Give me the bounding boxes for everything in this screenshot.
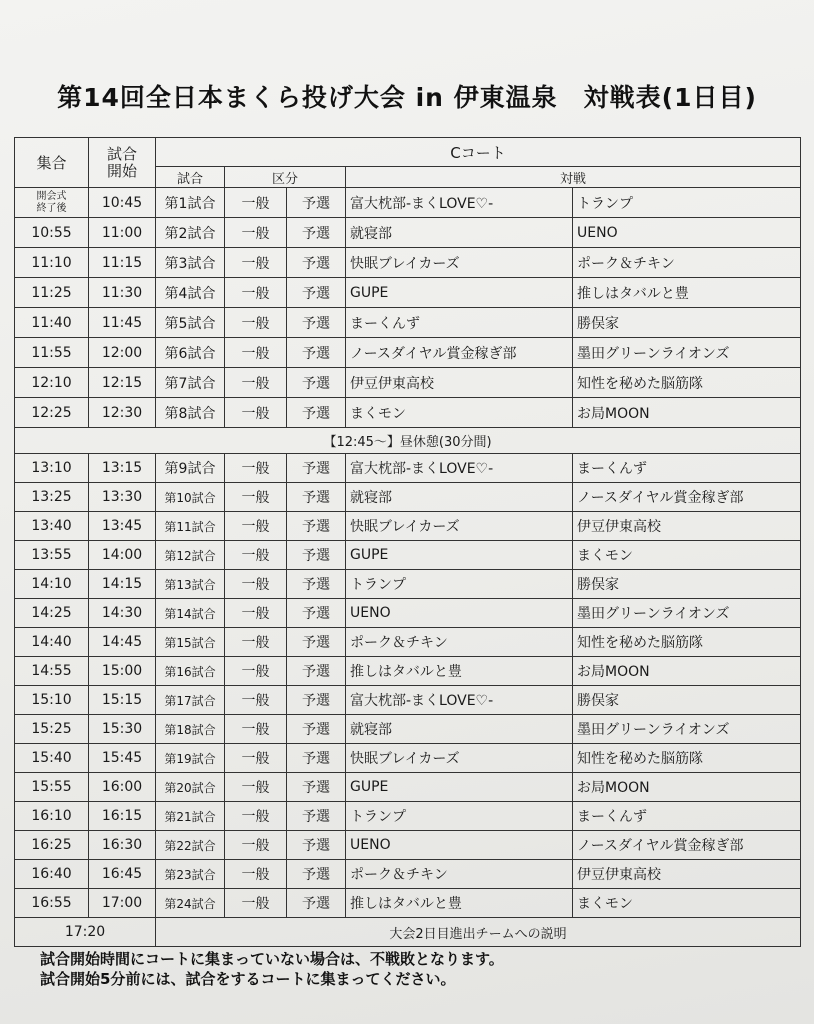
- match-number: 第1試合: [156, 188, 225, 218]
- team-two: 勝俣家: [573, 686, 801, 715]
- assembly-time: 11:25: [15, 278, 89, 308]
- assembly-time: 13:25: [15, 483, 89, 512]
- team-two: 伊豆伊東高校: [573, 512, 801, 541]
- team-one: 快眠ブレイカーズ: [346, 744, 573, 773]
- team-two: ノースダイヤル賞金稼ぎ部: [573, 831, 801, 860]
- category-class: 一般: [225, 628, 287, 657]
- team-two: 墨田グリーンライオンズ: [573, 338, 801, 368]
- round-type: 予選: [287, 657, 346, 686]
- team-one: GUPE: [346, 278, 573, 308]
- start-time: 13:30: [89, 483, 156, 512]
- team-one: 快眠ブレイカーズ: [346, 512, 573, 541]
- team-one: まくモン: [346, 398, 573, 428]
- match-number: 第4試合: [156, 278, 225, 308]
- assembly-time: 16:55: [15, 889, 89, 918]
- start-time: 15:30: [89, 715, 156, 744]
- lunch-break-label: 【12:45～】昼休憩(30分間): [15, 428, 801, 454]
- team-one: 推しはタバルと豊: [346, 889, 573, 918]
- round-type: 予選: [287, 338, 346, 368]
- table-row: [15, 715, 801, 744]
- team-two: 知性を秘めた脳筋隊: [573, 628, 801, 657]
- final-time: 17:20: [15, 918, 156, 947]
- team-two: 知性を秘めた脳筋隊: [573, 368, 801, 398]
- start-time: 15:00: [89, 657, 156, 686]
- match-number: 第17試合: [156, 686, 225, 715]
- start-time: 11:45: [89, 308, 156, 338]
- start-time: 17:00: [89, 889, 156, 918]
- table-row: [15, 278, 801, 308]
- start-time: 16:15: [89, 802, 156, 831]
- team-one: 伊豆伊東高校: [346, 368, 573, 398]
- start-time: 11:00: [89, 218, 156, 248]
- category-class: 一般: [225, 368, 287, 398]
- assembly-time: 13:55: [15, 541, 89, 570]
- category-class: 一般: [225, 860, 287, 889]
- start-time: 13:45: [89, 512, 156, 541]
- table-row: [15, 802, 801, 831]
- round-type: 予選: [287, 512, 346, 541]
- table-row: [15, 570, 801, 599]
- start-time: 14:45: [89, 628, 156, 657]
- table-row: [15, 483, 801, 512]
- team-two: 墨田グリーンライオンズ: [573, 715, 801, 744]
- assembly-time: 13:40: [15, 512, 89, 541]
- team-one: 富大枕部-まくLOVE♡-: [346, 686, 573, 715]
- table-row: [15, 218, 801, 248]
- assembly-time: 12:25: [15, 398, 89, 428]
- table-row: [15, 860, 801, 889]
- match-number: 第5試合: [156, 308, 225, 338]
- match-number: 第6試合: [156, 338, 225, 368]
- table-row: [15, 773, 801, 802]
- match-number: 第11試合: [156, 512, 225, 541]
- match-number: 第19試合: [156, 744, 225, 773]
- assembly-time: 12:10: [15, 368, 89, 398]
- start-time: 16:30: [89, 831, 156, 860]
- final-label: 大会2日目進出チームへの説明: [156, 918, 801, 947]
- start-time: 13:15: [89, 454, 156, 483]
- round-type: 予選: [287, 831, 346, 860]
- note-line: 試合開始5分前には、試合をするコートに集まってください。: [40, 970, 456, 988]
- match-number: 第9試合: [156, 454, 225, 483]
- table-row: [15, 308, 801, 338]
- category-class: 一般: [225, 512, 287, 541]
- header-start: 試合 開始: [89, 138, 156, 188]
- round-type: 予選: [287, 570, 346, 599]
- assembly-time: 11:40: [15, 308, 89, 338]
- round-type: 予選: [287, 599, 346, 628]
- team-one: 推しはタバルと豊: [346, 657, 573, 686]
- team-one: トランプ: [346, 570, 573, 599]
- table-row: [15, 398, 801, 428]
- table-row: [15, 744, 801, 773]
- start-time: 11:15: [89, 248, 156, 278]
- team-one: 富大枕部-まくLOVE♡-: [346, 188, 573, 218]
- header-assembly: 集合: [15, 138, 89, 188]
- category-class: 一般: [225, 570, 287, 599]
- category-class: 一般: [225, 338, 287, 368]
- assembly-time: 16:10: [15, 802, 89, 831]
- round-type: 予選: [287, 773, 346, 802]
- match-number: 第24試合: [156, 889, 225, 918]
- table-row: [15, 512, 801, 541]
- assembly-time: 14:10: [15, 570, 89, 599]
- team-one: 就寝部: [346, 218, 573, 248]
- team-two: ノースダイヤル賞金稼ぎ部: [573, 483, 801, 512]
- start-time: 14:30: [89, 599, 156, 628]
- start-time: 15:45: [89, 744, 156, 773]
- table-row: [15, 368, 801, 398]
- match-number: 第21試合: [156, 802, 225, 831]
- start-time: 12:00: [89, 338, 156, 368]
- table-row: [15, 599, 801, 628]
- match-number: 第2試合: [156, 218, 225, 248]
- round-type: 予選: [287, 278, 346, 308]
- team-one: 快眠ブレイカーズ: [346, 248, 573, 278]
- team-one: ノースダイヤル賞金稼ぎ部: [346, 338, 573, 368]
- page-title: 第14回全日本まくら投げ大会 in 伊東温泉 対戦表(1日目): [57, 83, 757, 112]
- category-class: 一般: [225, 889, 287, 918]
- match-number: 第16試合: [156, 657, 225, 686]
- category-class: 一般: [225, 599, 287, 628]
- category-class: 一般: [225, 802, 287, 831]
- team-two: お局MOON: [573, 657, 801, 686]
- assembly-time: 15:40: [15, 744, 89, 773]
- start-time: 12:30: [89, 398, 156, 428]
- notes: [40, 949, 800, 989]
- match-number: 第23試合: [156, 860, 225, 889]
- match-number: 第18試合: [156, 715, 225, 744]
- category-class: 一般: [225, 773, 287, 802]
- round-type: 予選: [287, 715, 346, 744]
- round-type: 予選: [287, 248, 346, 278]
- header-court: Cコート: [156, 138, 801, 167]
- round-type: 予選: [287, 188, 346, 218]
- round-type: 予選: [287, 802, 346, 831]
- table-row: [15, 541, 801, 570]
- match-number: 第13試合: [156, 570, 225, 599]
- note-line: 試合開始時間にコートに集まっていない場合は、不戦敗となります。: [40, 950, 504, 968]
- table-row: [15, 628, 801, 657]
- assembly-time: 16:40: [15, 860, 89, 889]
- round-type: 予選: [287, 218, 346, 248]
- team-one: UENO: [346, 599, 573, 628]
- category-class: 一般: [225, 248, 287, 278]
- start-time: 12:15: [89, 368, 156, 398]
- start-time: 16:45: [89, 860, 156, 889]
- round-type: 予選: [287, 368, 346, 398]
- assembly-time: 11:10: [15, 248, 89, 278]
- team-one: 就寝部: [346, 483, 573, 512]
- category-class: 一般: [225, 278, 287, 308]
- start-time: 15:15: [89, 686, 156, 715]
- table-row: [15, 889, 801, 918]
- team-one: ポーク＆チキン: [346, 628, 573, 657]
- assembly-time: 14:40: [15, 628, 89, 657]
- round-type: 予選: [287, 860, 346, 889]
- table-row: [15, 686, 801, 715]
- team-one: 富大枕部-まくLOVE♡-: [346, 454, 573, 483]
- assembly-time: 13:10: [15, 454, 89, 483]
- match-number: 第22試合: [156, 831, 225, 860]
- team-two: 墨田グリーンライオンズ: [573, 599, 801, 628]
- team-one: GUPE: [346, 773, 573, 802]
- team-two: まくモン: [573, 889, 801, 918]
- category-class: 一般: [225, 744, 287, 773]
- team-one: UENO: [346, 831, 573, 860]
- round-type: 予選: [287, 541, 346, 570]
- assembly-time: 15:25: [15, 715, 89, 744]
- team-two: 伊豆伊東高校: [573, 860, 801, 889]
- start-time: 11:30: [89, 278, 156, 308]
- team-two: お局MOON: [573, 773, 801, 802]
- match-number: 第10試合: [156, 483, 225, 512]
- match-number: 第7試合: [156, 368, 225, 398]
- start-time: 14:00: [89, 541, 156, 570]
- category-class: 一般: [225, 188, 287, 218]
- match-number: 第15試合: [156, 628, 225, 657]
- start-time: 14:15: [89, 570, 156, 599]
- team-two: ポーク＆チキン: [573, 248, 801, 278]
- category-class: 一般: [225, 831, 287, 860]
- category-class: 一般: [225, 308, 287, 338]
- match-number: 第12試合: [156, 541, 225, 570]
- assembly-time: 14:25: [15, 599, 89, 628]
- team-one: ポーク＆チキン: [346, 860, 573, 889]
- final-row: [15, 918, 801, 947]
- match-number: 第3試合: [156, 248, 225, 278]
- team-two: トランプ: [573, 188, 801, 218]
- category-class: 一般: [225, 686, 287, 715]
- category-class: 一般: [225, 715, 287, 744]
- round-type: 予選: [287, 686, 346, 715]
- team-two: 勝俣家: [573, 308, 801, 338]
- assembly-time: 14:55: [15, 657, 89, 686]
- table-row: [15, 338, 801, 368]
- round-type: 予選: [287, 889, 346, 918]
- table-row: [15, 248, 801, 278]
- category-class: 一般: [225, 483, 287, 512]
- header-versus: 対戦: [346, 167, 801, 188]
- category-class: 一般: [225, 398, 287, 428]
- team-two: UENO: [573, 218, 801, 248]
- header-category: 区分: [225, 167, 346, 188]
- assembly-time: 15:55: [15, 773, 89, 802]
- assembly-time: 11:55: [15, 338, 89, 368]
- match-number: 第20試合: [156, 773, 225, 802]
- round-type: 予選: [287, 454, 346, 483]
- team-one: GUPE: [346, 541, 573, 570]
- category-class: 一般: [225, 218, 287, 248]
- round-type: 予選: [287, 628, 346, 657]
- start-time: 16:00: [89, 773, 156, 802]
- assembly-time: 16:25: [15, 831, 89, 860]
- round-type: 予選: [287, 483, 346, 512]
- match-number: 第14試合: [156, 599, 225, 628]
- category-class: 一般: [225, 657, 287, 686]
- team-two: 推しはタバルと豊: [573, 278, 801, 308]
- team-one: まーくんず: [346, 308, 573, 338]
- table-row: [15, 657, 801, 686]
- team-two: 勝俣家: [573, 570, 801, 599]
- match-number: 第8試合: [156, 398, 225, 428]
- table-row: [15, 831, 801, 860]
- round-type: 予選: [287, 744, 346, 773]
- team-one: 就寝部: [346, 715, 573, 744]
- lunch-break-row: [15, 428, 801, 454]
- team-two: まくモン: [573, 541, 801, 570]
- start-time: 10:45: [89, 188, 156, 218]
- table-row: [15, 188, 801, 218]
- assembly-time: 開会式 終了後: [15, 188, 89, 218]
- header-match: 試合: [156, 167, 225, 188]
- team-two: まーくんず: [573, 454, 801, 483]
- team-one: トランプ: [346, 802, 573, 831]
- team-two: 知性を秘めた脳筋隊: [573, 744, 801, 773]
- table-row: [15, 454, 801, 483]
- round-type: 予選: [287, 308, 346, 338]
- category-class: 一般: [225, 454, 287, 483]
- category-class: 一般: [225, 541, 287, 570]
- round-type: 予選: [287, 398, 346, 428]
- assembly-time: 15:10: [15, 686, 89, 715]
- team-two: まーくんず: [573, 802, 801, 831]
- assembly-time: 10:55: [15, 218, 89, 248]
- team-two: お局MOON: [573, 398, 801, 428]
- schedule-table: [14, 137, 801, 947]
